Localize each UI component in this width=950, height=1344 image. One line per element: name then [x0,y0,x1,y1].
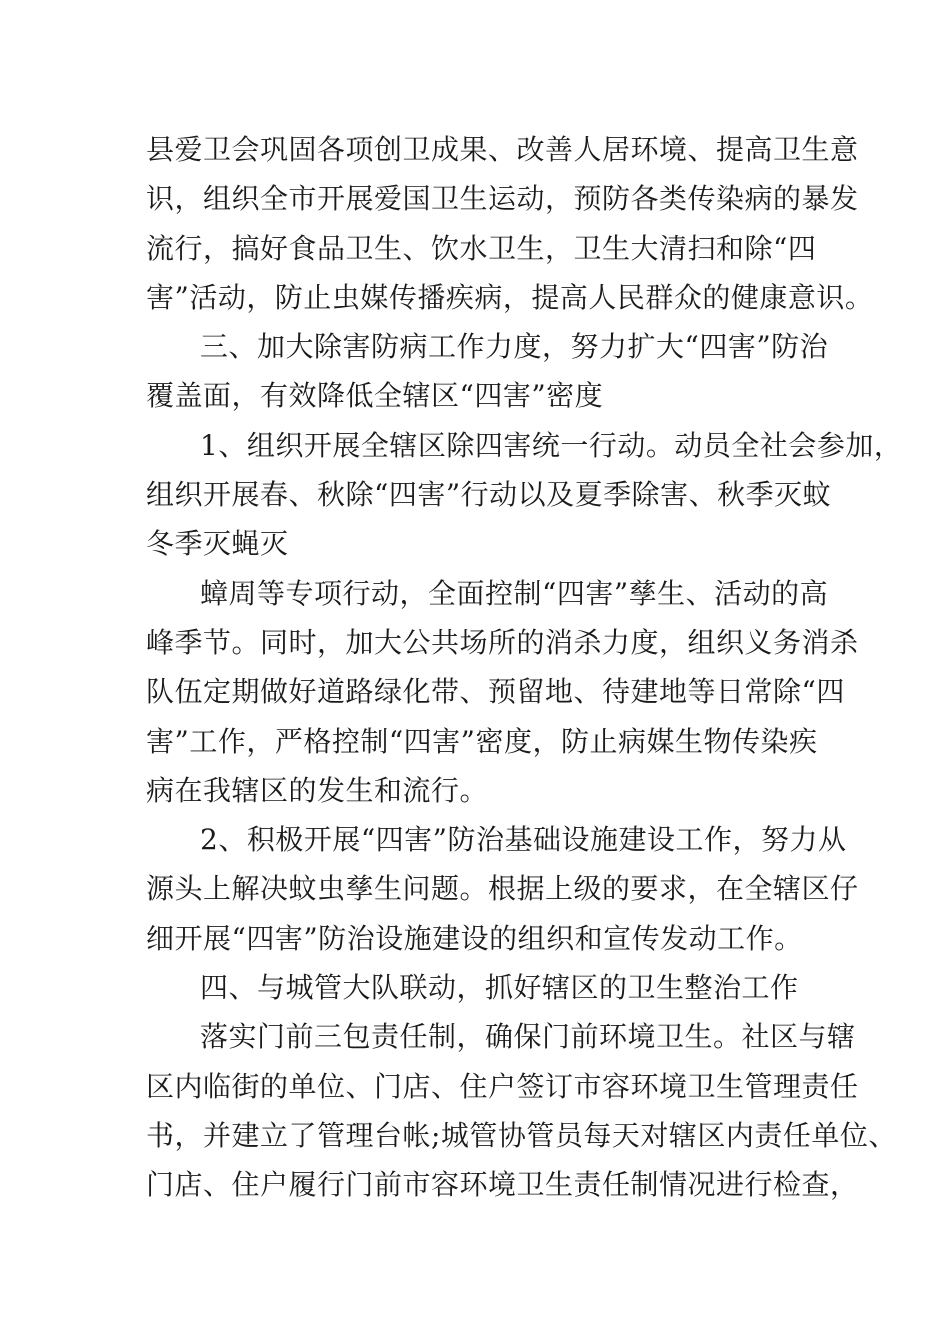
text-line: 细开展“四害”防治设施建设的组织和宣传发动工作。 [146,921,803,955]
text-line: 识，组织全市开展爱国卫生运动，预防各类传染病的暴发 [146,182,859,216]
section-heading: 三、加大除害防病工作力度，努力扩大“四害”防治 [200,330,829,364]
text-line: 区内临街的单位、门店、住户签订市容环境卫生管理责任 [146,1069,859,1103]
text-line: 害”工作，严格控制“四害”密度，防止病媒生物传染疾 [146,724,818,758]
section-heading: 四、与城管大队联动，抓好辖区的卫生整治工作 [200,971,799,1005]
text-line: 源头上解决蚊虫孳生问题。根据上级的要求，在全辖区仔 [146,872,859,906]
text-line: 书，并建立了管理台帐;城管协管员每天对辖区内责任单位、 [146,1118,897,1152]
text-line: 病在我辖区的发生和流行。 [146,773,489,807]
text-line: 害”活动，防止虫媒传播疾病，提高人民群众的健康意识。 [146,280,874,314]
text-line: 队伍定期做好道路绿化带、预留地、待建地等日常除“四 [146,675,845,709]
text-line: 峰季节。同时，加大公共场所的消杀力度，组织义务消杀 [146,625,859,659]
text-line: 县爱卫会巩固各项创卫成果、改善人居环境、提高卫生意 [146,133,859,166]
paragraph-start: 蟑周等专项行动，全面控制“四害”孳生、活动的高 [200,576,829,610]
text-line: 覆盖面，有效降低全辖区“四害”密度 [146,379,604,413]
paragraph-start: 落实门前三包责任制，确保门前环境卫生。社区与辖 [200,1020,856,1054]
text-line: 组织开展春、秋除“四害”行动以及夏季除害、秋季灭蚊 [146,478,832,512]
paragraph-start: 1、组织开展全辖区除四害统一行动。动员全社会参加， [200,428,903,462]
text-line: 流行，搞好食品卫生、饮水卫生，卫生大清扫和除“四 [146,231,817,265]
text-line: 门店、住户履行门前市容环境卫生责任制情况进行检查， [146,1168,859,1202]
paragraph-start: 2、积极开展“四害”防治基础设施建设工作，努力从 [200,823,847,857]
document-body [146,125,903,1210]
text-line: 冬季灭蝇灭 [146,527,289,561]
